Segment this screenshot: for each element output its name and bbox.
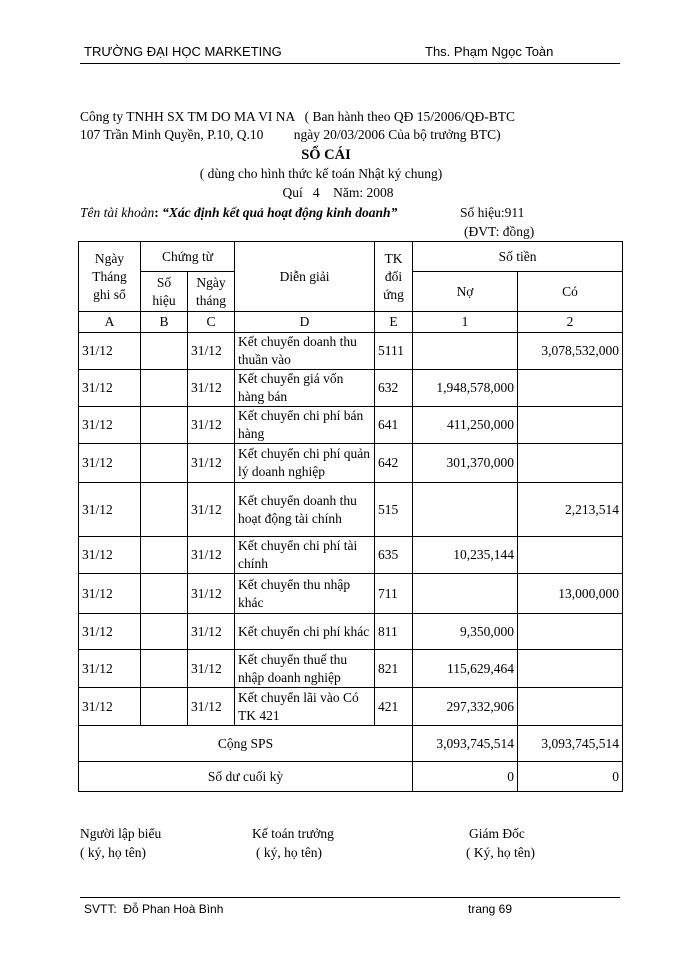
- signature-accountant: Kế toán trưởng: [252, 826, 334, 841]
- row-date: 31/12: [79, 614, 141, 650]
- row-credit: 13,000,000: [518, 574, 623, 614]
- signature-director: Giám Đốc: [469, 826, 525, 841]
- row-debit: 411,250,000: [413, 407, 518, 444]
- row-date: 31/12: [79, 574, 141, 614]
- row-tk: 642: [375, 444, 413, 483]
- student-name: SVTT: Đỗ Phan Hoà Bình: [84, 902, 224, 916]
- row-date: 31/12: [79, 407, 141, 444]
- header-rule: [80, 63, 620, 64]
- ending-credit: 0: [518, 762, 623, 792]
- code-cell: C: [188, 312, 235, 333]
- row-voucher-no: [141, 370, 188, 407]
- row-voucher-date: 31/12: [188, 333, 235, 370]
- period: Quí 4 Năm: 2008: [282, 185, 394, 200]
- header-tk: TK đối ứng: [375, 242, 413, 312]
- row-debit: 1,948,578,000: [413, 370, 518, 407]
- ledger-title: SỔ CÁI: [301, 147, 351, 163]
- row-tk: 811: [375, 614, 413, 650]
- row-credit: [518, 650, 623, 688]
- table-row: [79, 650, 623, 688]
- row-voucher-date: 31/12: [188, 650, 235, 688]
- row-description: Kết chuyển chi phí quản lý doanh nghiệp: [235, 444, 375, 483]
- row-description: Kết chuyển doanh thu thuần vào: [235, 333, 375, 370]
- row-date: 31/12: [79, 370, 141, 407]
- row-voucher-no: [141, 407, 188, 444]
- row-tk: 5111: [375, 333, 413, 370]
- row-debit: [413, 574, 518, 614]
- row-voucher-date: 31/12: [188, 574, 235, 614]
- row-voucher-date: 31/12: [188, 688, 235, 726]
- row-voucher-no: [141, 574, 188, 614]
- header-voucher-no: Số hiệu: [141, 272, 188, 312]
- row-debit: 10,235,144: [413, 537, 518, 574]
- row-tk: 515: [375, 483, 413, 537]
- table-row: [79, 370, 623, 407]
- signature-director-note: ( Ký, họ tên): [466, 845, 535, 860]
- row-voucher-no: [141, 483, 188, 537]
- account-code: Số hiệu:911: [460, 205, 525, 220]
- company-line-1: Công ty TNHH SX TM DO MA VI NA ( Ban hành theo QĐ 15/2006/QĐ-BTC: [80, 109, 516, 124]
- header-voucher-date: Ngày tháng: [188, 272, 235, 312]
- row-credit: [518, 537, 623, 574]
- row-tk: 641: [375, 407, 413, 444]
- row-date: 31/12: [79, 537, 141, 574]
- footer-rule: [80, 897, 620, 898]
- row-debit: 115,629,464: [413, 650, 518, 688]
- row-credit: [518, 614, 623, 650]
- header-date: Ngày Tháng ghi sổ: [79, 242, 141, 312]
- table-row: [79, 407, 623, 444]
- currency-unit: (ĐVT: đồng): [464, 224, 535, 239]
- row-voucher-date: 31/12: [188, 614, 235, 650]
- row-description: Kết chuyển thuế thu nhập doanh nghiệp: [235, 650, 375, 688]
- ending-label: Số dư cuối kỳ: [79, 762, 413, 792]
- column-codes-row: [79, 312, 623, 333]
- ledger-table: [78, 241, 623, 792]
- row-voucher-date: 31/12: [188, 537, 235, 574]
- table-row: [79, 483, 623, 537]
- row-description: Kết chuyển doanh thu hoạt động tài chính: [235, 483, 375, 537]
- table-row: [79, 537, 623, 574]
- table-row: [79, 444, 623, 483]
- signature-preparer: Người lập biểu: [80, 826, 162, 841]
- row-description: Kết chuyển chi phí khác: [235, 614, 375, 650]
- account-name: “Xác định kết quả hoạt động kinh doanh”: [162, 205, 398, 220]
- header-amount: Số tiền: [413, 242, 623, 272]
- header-debit: Nợ: [413, 272, 518, 312]
- header-voucher: Chứng từ: [141, 242, 235, 272]
- row-description: Kết chuyển lãi vào Có TK 421: [235, 688, 375, 726]
- row-debit: [413, 483, 518, 537]
- row-date: 31/12: [79, 650, 141, 688]
- row-voucher-no: [141, 333, 188, 370]
- row-date: 31/12: [79, 333, 141, 370]
- table-row: [79, 333, 623, 370]
- row-credit: [518, 407, 623, 444]
- account-label: Tên tài khoản: [80, 205, 155, 220]
- row-date: 31/12: [79, 688, 141, 726]
- signature-preparer-note: ( ký, họ tên): [80, 845, 146, 860]
- row-tk: 635: [375, 537, 413, 574]
- row-credit: 2,213,514: [518, 483, 623, 537]
- row-debit: 297,332,906: [413, 688, 518, 726]
- row-voucher-no: [141, 688, 188, 726]
- signature-accountant-note: ( ký, họ tên): [256, 845, 322, 860]
- code-cell: A: [79, 312, 141, 333]
- code-cell: D: [235, 312, 375, 333]
- totals-row: [79, 726, 623, 762]
- row-voucher-date: 31/12: [188, 444, 235, 483]
- account-line: Tên tài khoản: “Xác định kết quả hoạt động kinh doanh”: [80, 205, 398, 220]
- row-voucher-no: [141, 650, 188, 688]
- code-cell: B: [141, 312, 188, 333]
- ledger-subtitle: ( dùng cho hình thức kế toán Nhật ký chung): [199, 166, 443, 181]
- code-cell: E: [375, 312, 413, 333]
- row-voucher-no: [141, 537, 188, 574]
- row-credit: [518, 688, 623, 726]
- row-description: Kết chuyển thu nhập khác: [235, 574, 375, 614]
- school-name: TRƯỜNG ĐẠI HỌC MARKETING: [84, 44, 282, 59]
- row-voucher-no: [141, 444, 188, 483]
- row-debit: 301,370,000: [413, 444, 518, 483]
- row-description: Kết chuyển chi phí tài chính: [235, 537, 375, 574]
- table-row: [79, 574, 623, 614]
- row-credit: [518, 370, 623, 407]
- row-voucher-date: 31/12: [188, 370, 235, 407]
- row-tk: 821: [375, 650, 413, 688]
- company-line-2: 107 Trần Minh Quyền, P.10, Q.10 ngày 20/03/2006 Của bộ trưởng BTC): [80, 127, 501, 142]
- row-description: Kết chuyển chi phí bán hàng: [235, 407, 375, 444]
- code-cell: 1: [413, 312, 518, 333]
- row-voucher-date: 31/12: [188, 483, 235, 537]
- code-cell: 2: [518, 312, 623, 333]
- table-row: [79, 688, 623, 726]
- row-debit: [413, 333, 518, 370]
- totals-debit: 3,093,745,514: [413, 726, 518, 762]
- totals-label: Cộng SPS: [79, 726, 413, 762]
- table-row: [79, 614, 623, 650]
- row-credit: 3,078,532,000: [518, 333, 623, 370]
- row-description: Kết chuyển giá vốn hàng bán: [235, 370, 375, 407]
- ending-balance-row: [79, 762, 623, 792]
- row-tk: 421: [375, 688, 413, 726]
- header-description: Diễn giải: [235, 242, 375, 312]
- page-number: trang 69: [468, 902, 513, 916]
- row-date: 31/12: [79, 483, 141, 537]
- totals-credit: 3,093,745,514: [518, 726, 623, 762]
- author-name: Ths. Phạm Ngọc Toàn: [425, 44, 554, 59]
- row-tk: 632: [375, 370, 413, 407]
- header-credit: Có: [518, 272, 623, 312]
- row-tk: 711: [375, 574, 413, 614]
- row-debit: 9,350,000: [413, 614, 518, 650]
- row-credit: [518, 444, 623, 483]
- row-voucher-no: [141, 614, 188, 650]
- row-voucher-date: 31/12: [188, 407, 235, 444]
- ending-debit: 0: [413, 762, 518, 792]
- row-date: 31/12: [79, 444, 141, 483]
